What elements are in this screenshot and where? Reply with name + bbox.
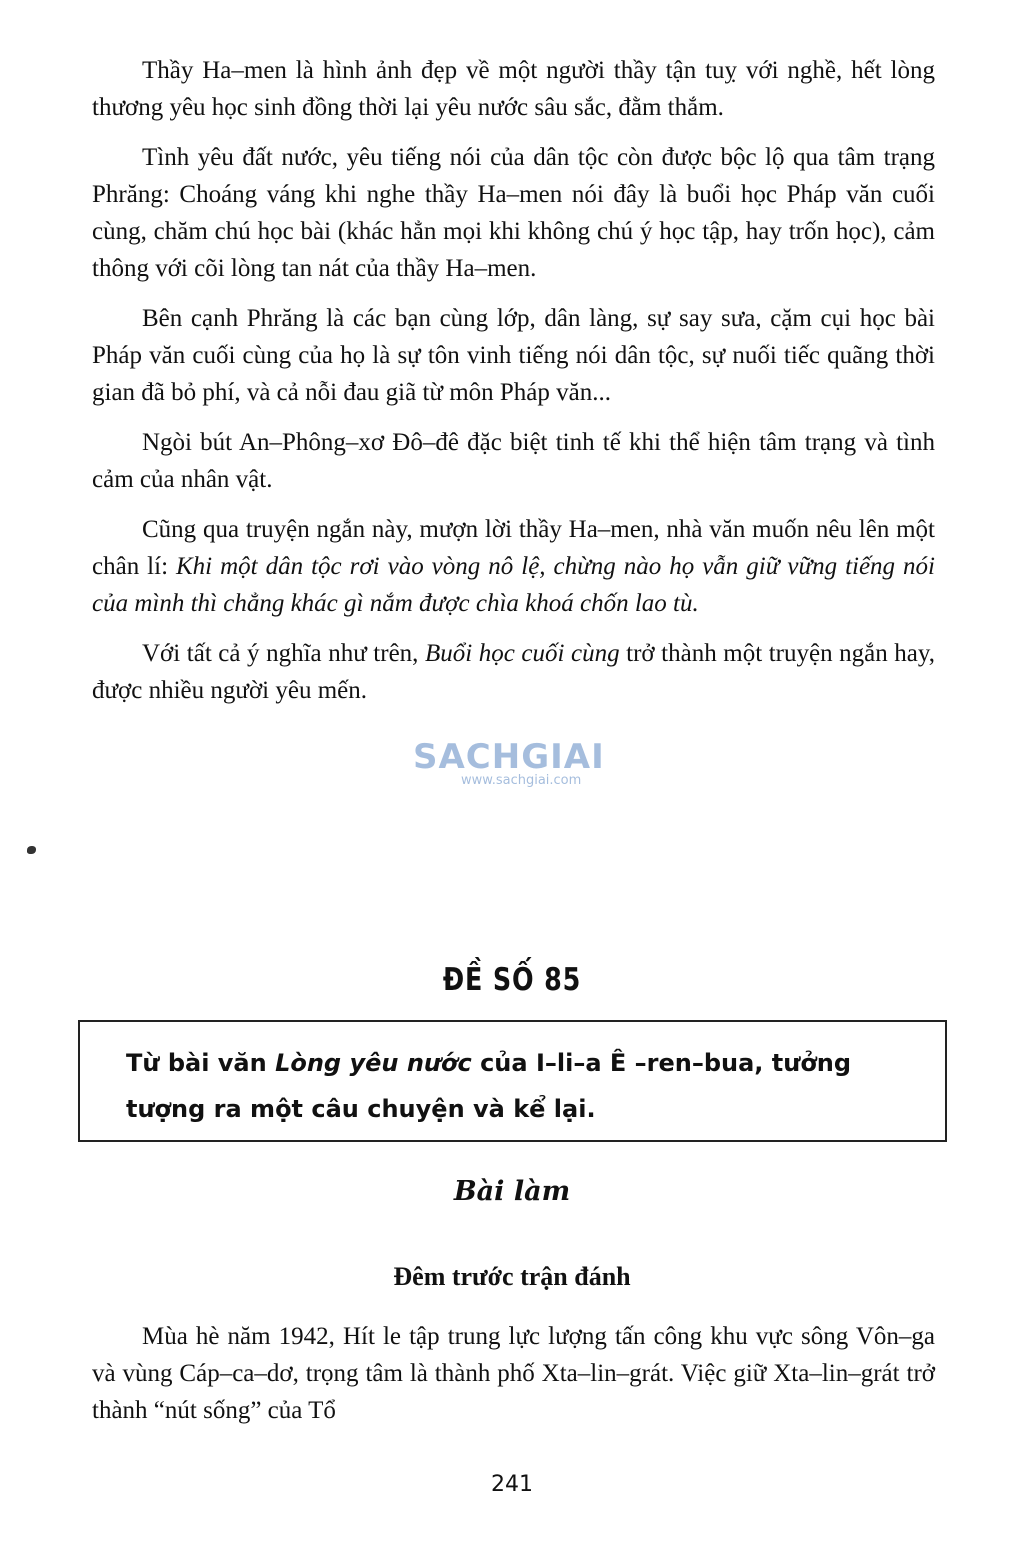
prompt-lead: Từ bài văn [126,1049,276,1077]
watermark-logo [413,737,613,817]
page-number: 241 [491,1472,533,1497]
paragraph: Bên cạnh Phrăng là các bạn cùng lớp, dân làng, sự say sưa, cặm cụi học bài Pháp văn cuối cùng của họ là sự tôn vinh tiếng nói dân tộc, sự nuối tiếc quãng thời gian đã bỏ phí, và cả nỗi đau giã từ môn Pháp văn... [92,305,935,406]
story-body [92,1318,935,1442]
paragraph: Tình yêu đất nước, yêu tiếng nói của dân tộc còn được bộc lộ qua tâm trạng Phrăng: Choáng váng khi nghe thầy Ha–men nói đây là buổi học Pháp văn cuối cùng, chăm chú học bài (khác hẳn mọi khi không chú ý học tập, hay trốn học), cảm thông với cõi lòng tan nát của thầy Ha–men. [92,144,935,282]
paragraph-lead: Với tất cả ý nghĩa như trên, [142,640,425,667]
story-title: Đêm trước trận đánh [393,1262,631,1291]
story-paragraph: Mùa hè năm 1942, Hít le tập trung lực lượng tấn công khu vực sông Vôn–ga và vùng Cáp–ca–dơ, trọng tâm là thành phố Xta–lin–grát. Việc giữ Xta–lin–grát trở thành “nút sống” của Tổ [92,1323,935,1424]
ink-smudge [27,846,36,854]
prompt-italic-title: Lòng yêu nước [275,1049,472,1077]
paragraph: Ngòi bút An–Phông–xơ Đô–đê đặc biệt tinh tế khi thể hiện tâm trạng và tình cảm của nhân vật. [92,429,935,493]
paragraph: Thầy Ha–men là hình ảnh đẹp về một người thầy tận tuỵ với nghề, hết lòng thương yêu học sinh đồng thời lại yêu nước sâu sắc, đằm thắm. [92,57,935,121]
exam-prompt-box [78,1020,947,1142]
paragraph-lead: Cũng qua truyện ngắn này, mượn lời thầy Ha–men, nhà văn muốn nêu lên một chân lí: [92,516,935,580]
body-text [92,52,935,722]
exam-title: ĐỀ SỐ 85 [442,962,582,998]
paragraph-with-title [92,635,935,709]
paragraph-with-quote [92,511,935,622]
italic-title: Buổi học cuối cùng [424,640,620,667]
prompt-tail: của I–li–a Ê –ren–bua, tưởng tượng ra một câu chuyện và kể lại. [126,1049,852,1123]
answer-heading: Bài làm [453,1176,571,1207]
paragraph-tail: trở thành một truyện ngắn hay, được nhiều người yêu mến. [92,640,935,704]
italic-quote: Khi một dân tộc rơi vào vòng nô lệ, chừng nào họ vẫn giữ vững tiếng nói của mình thì chẳng khác gì nắm được chìa khoá chốn lao tù. [92,553,935,617]
watermark-brand: SACHGIAI [413,737,605,777]
watermark-url: www.sachgiai.com [461,773,582,788]
